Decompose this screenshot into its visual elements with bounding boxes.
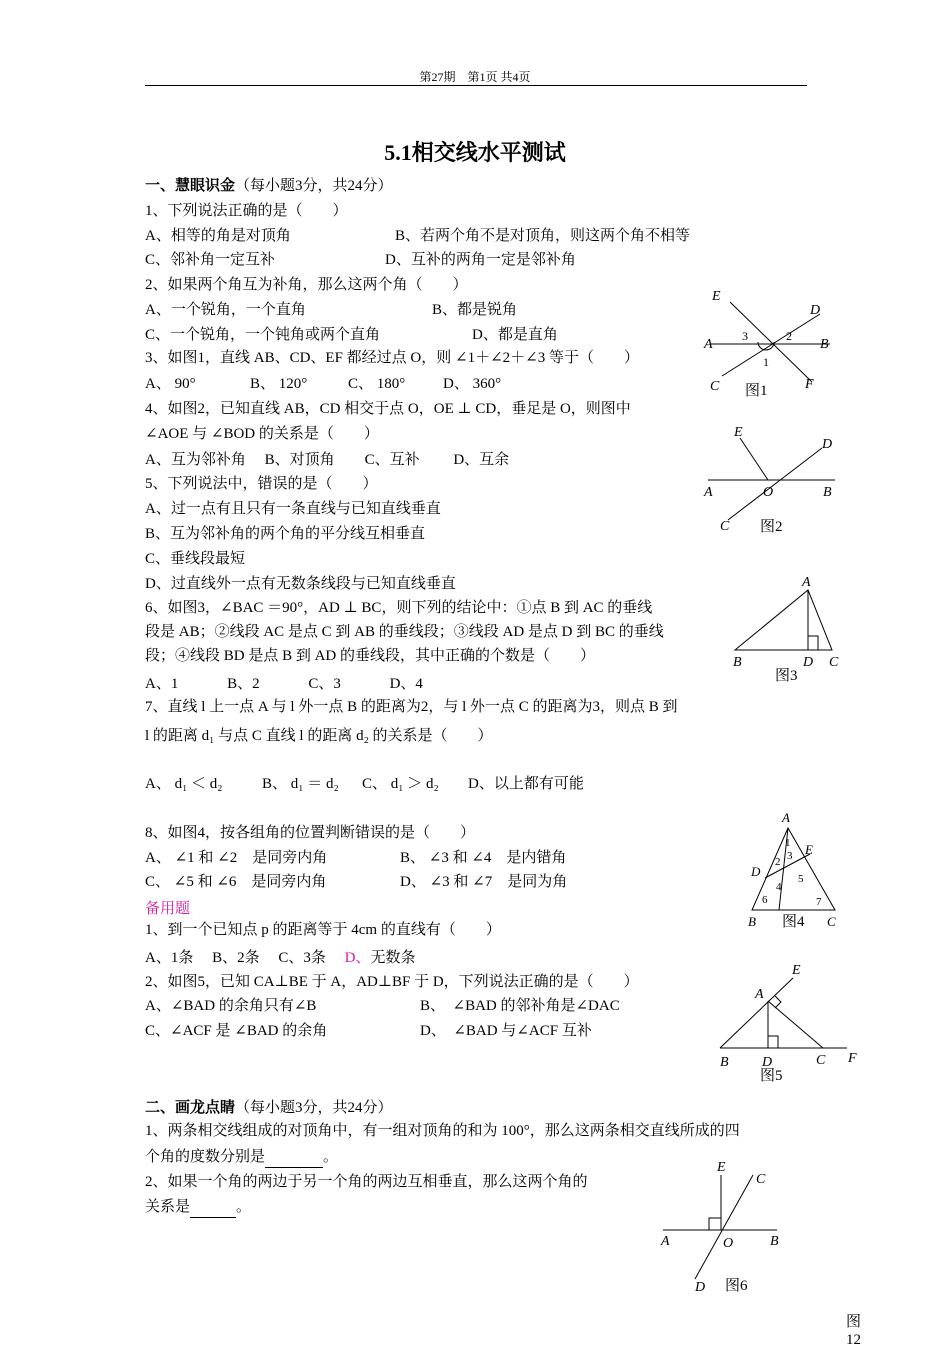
f3-label-C: C bbox=[829, 655, 839, 670]
partial-figure-caption: 图 bbox=[846, 1314, 862, 1330]
q6-options: A、1 B、2 C、3 D、4 bbox=[145, 676, 423, 692]
figure-1 bbox=[700, 284, 840, 402]
figure-5 bbox=[715, 958, 865, 1068]
q6-line2: 段是 AB；②线段 AC 是点 C 到 AB 的垂线段；③线段 AD 是点 D 到 BC 的垂线 bbox=[145, 624, 664, 640]
s2-q1-line1: 1、两条相交线组成的对顶角中，有一组对顶角的和为 100°，那么这两条相交直线所成的四 bbox=[145, 1123, 740, 1139]
q6-line1: 6、如图3，∠BAC ＝90°，AD ⊥ BC，则下列的结论中：①点 B 到 AC 的垂线 bbox=[145, 600, 653, 616]
q6-line3: 段；④线段 BD 是点 B 到 AD 的垂线段，其中正确的个数是（ ） bbox=[145, 648, 596, 664]
figure-6 bbox=[655, 1155, 795, 1295]
f1-angle-1: 1 bbox=[763, 355, 769, 369]
s2-q1-line2: 个角的度数分别是 。 bbox=[145, 1147, 338, 1168]
q2-option-c: C、一个锐角，一个钝角或两个直角 bbox=[145, 327, 381, 343]
q1-option-b: B、若两个角不是对顶角，则这两个角不相等 bbox=[395, 228, 691, 244]
q7-option-c: C、 d₁ ＞ d₂ bbox=[362, 776, 439, 792]
f4-angle-5: 5 bbox=[798, 873, 804, 885]
s2-q2-line2: 关系是 。 bbox=[145, 1197, 251, 1218]
figure-2 bbox=[700, 422, 840, 532]
f4-angle-1: 1 bbox=[785, 837, 791, 849]
f4-label-A: A bbox=[782, 810, 790, 825]
f2-label-C: C bbox=[720, 519, 730, 534]
q7-option-a: A、 d₁ ＜ d₂ bbox=[145, 776, 223, 792]
s2-q2-line1: 2、如果一个角的两边于另一个角的两边互相垂直，那么这两个角的 bbox=[145, 1174, 588, 1190]
f6-label-O: O bbox=[723, 1236, 734, 1251]
f4-label-E: E bbox=[805, 842, 813, 857]
f5-label-B: B bbox=[720, 1055, 729, 1070]
q1-option-a: A、相等的角是对顶角 bbox=[145, 228, 291, 244]
f5-label-E: E bbox=[792, 963, 801, 978]
q4-line2: ∠AOE 与 ∠BOD 的关系是（ ） bbox=[145, 426, 379, 442]
f5-label-C: C bbox=[816, 1053, 826, 1068]
f5-label-F: F bbox=[848, 1051, 857, 1066]
page-title: 5.1相交线水平测试 bbox=[384, 140, 566, 165]
backup-q2-option-a: A、∠BAD 的余角只有∠B bbox=[145, 998, 317, 1014]
f1-angle-3: 3 bbox=[742, 329, 748, 343]
q5-stem: 5、下列说法中，错误的是（ ） bbox=[145, 476, 378, 492]
backup-heading: 备用题 bbox=[145, 901, 191, 917]
backup-q2-stem: 2、如图5，已知 CA⊥BE 于 A，AD⊥BF 于 D，下列说法正确的是（ ） bbox=[145, 974, 639, 990]
partial-figure-caption-number: 12 bbox=[846, 1332, 861, 1348]
q1-option-c: C、邻补角一定互补 bbox=[145, 252, 276, 268]
q5-option-b: B、互为邻补角的两个角的平分线互相垂直 bbox=[145, 526, 426, 542]
section1-heading: 一、慧眼识金（每小题3分，共24分） bbox=[145, 178, 393, 194]
q4-line1: 4、如图2，已知直线 AB，CD 相交于点 O，OE ⊥ CD，垂足是 O，则图中 bbox=[145, 401, 631, 417]
f4-angle-6: 6 bbox=[762, 894, 768, 906]
q2-option-b: B、都是锐角 bbox=[432, 302, 518, 318]
q7-line1: 7、直线 l 上一点 A 与 l 外一点 B 的距离为2，与 l 外一点 C 的距离为3，则点 B 到 bbox=[145, 699, 678, 715]
f2-label-B: B bbox=[823, 485, 832, 500]
f1-label-D: D bbox=[810, 303, 821, 318]
f4-label-D: D bbox=[751, 864, 761, 879]
q5-option-d: D、过直线外一点有无数条线段与已知直线垂直 bbox=[145, 576, 456, 592]
f2-label-D: D bbox=[822, 437, 833, 452]
q4-options: A、互为邻补角 B、对顶角 C、互补 D、互余 bbox=[145, 452, 510, 468]
figure-3-caption: 图3 bbox=[775, 668, 798, 684]
f1-label-C: C bbox=[710, 379, 720, 394]
q2-stem: 2、如果两个角互为补角，那么这两个角（ ） bbox=[145, 277, 468, 293]
backup-q2-option-d: D、 ∠BAD 与∠ACF 互补 bbox=[420, 1023, 592, 1039]
f1-label-F: F bbox=[805, 377, 814, 392]
q3-option-c: C、 180° bbox=[348, 376, 406, 392]
section2-heading: 二、画龙点睛（每小题3分，共24分） bbox=[145, 1100, 393, 1116]
f6-label-B: B bbox=[770, 1234, 779, 1249]
f3-label-D: D bbox=[803, 655, 814, 670]
f6-label-D: D bbox=[695, 1280, 706, 1295]
f3-label-A: A bbox=[802, 575, 811, 590]
f5-label-D: D bbox=[762, 1055, 773, 1070]
backup-q2-option-c: C、∠ACF 是 ∠BAD 的余角 bbox=[145, 1023, 328, 1039]
q3-option-a: A、 90° bbox=[145, 376, 196, 392]
f3-label-B: B bbox=[733, 655, 742, 670]
q7-line2: l 的距离 d₁ 与点 C 直线 l 的距离 d₂ 的关系是（ ） bbox=[145, 728, 493, 744]
f4-label-B: B bbox=[748, 914, 756, 929]
q8-option-a: A、 ∠1 和 ∠2 是同旁内角 bbox=[145, 850, 328, 866]
q8-option-b: B、 ∠3 和 ∠4 是内错角 bbox=[400, 850, 567, 866]
f4-angle-4: 4 bbox=[776, 881, 782, 893]
q1-option-d: D、互补的两角一定是邻补角 bbox=[385, 252, 576, 268]
figure-3 bbox=[725, 572, 850, 672]
q3-stem: 3、如图1，直线 AB、CD、EF 都经过点 O，则 ∠1＋∠2＋∠3 等于（ ） bbox=[145, 350, 639, 366]
figure-6-caption: 图6 bbox=[725, 1278, 748, 1294]
q8-stem: 8、如图4，按各组角的位置判断错误的是（ ） bbox=[145, 825, 476, 841]
figure-1-caption: 图1 bbox=[745, 383, 768, 399]
f4-label-C: C bbox=[827, 914, 836, 929]
f1-angle-2: 2 bbox=[786, 329, 792, 343]
q3-option-d: D、 360° bbox=[443, 376, 502, 392]
figure-5-caption: 图5 bbox=[760, 1068, 783, 1084]
q8-option-d: D、 ∠3 和 ∠7 是同为角 bbox=[400, 874, 568, 890]
f6-label-C: C bbox=[756, 1172, 766, 1187]
q1-stem: 1、下列说法正确的是（ ） bbox=[145, 203, 348, 219]
f5-label-A: A bbox=[755, 987, 764, 1002]
f6-label-E: E bbox=[717, 1160, 726, 1175]
f2-label-O: O bbox=[763, 485, 774, 500]
f2-label-A: A bbox=[704, 485, 713, 500]
f4-angle-3: 3 bbox=[787, 850, 793, 862]
f1-label-E: E bbox=[712, 289, 721, 304]
q8-option-c: C、 ∠5 和 ∠6 是同旁内角 bbox=[145, 874, 327, 890]
f4-angle-2: 2 bbox=[775, 856, 781, 868]
page-header: 第27期 第1页 共4页 bbox=[419, 70, 531, 84]
backup-q1-stem: 1、到一个已知点 p 的距离等于 4cm 的直线有（ ） bbox=[145, 922, 501, 938]
backup-q1-options: A、1条 B、2条 C、3条 D、无数条 bbox=[145, 950, 416, 966]
q5-option-c: C、垂线段最短 bbox=[145, 551, 246, 567]
figure-4-caption: 图4 bbox=[782, 914, 805, 930]
header-rule bbox=[145, 85, 807, 86]
f2-label-E: E bbox=[734, 425, 743, 440]
q7-option-b: B、 d₁ ＝ d₂ bbox=[262, 776, 339, 792]
figure-2-caption: 图2 bbox=[760, 519, 783, 535]
q5-option-a: A、过一点有且只有一条直线与已知直线垂直 bbox=[145, 501, 441, 517]
q2-option-a: A、一个锐角，一个直角 bbox=[145, 302, 306, 318]
f1-label-B: B bbox=[820, 337, 829, 352]
q2-option-d: D、都是直角 bbox=[472, 327, 558, 343]
f6-label-A: A bbox=[661, 1234, 670, 1249]
f4-angle-7: 7 bbox=[816, 896, 822, 908]
q3-option-b: B、 120° bbox=[250, 376, 308, 392]
backup-q2-option-b: B、 ∠BAD 的邻补角是∠DAC bbox=[420, 998, 620, 1014]
q7-option-d: D、以上都有可能 bbox=[468, 776, 584, 792]
f1-label-A: A bbox=[704, 337, 713, 352]
